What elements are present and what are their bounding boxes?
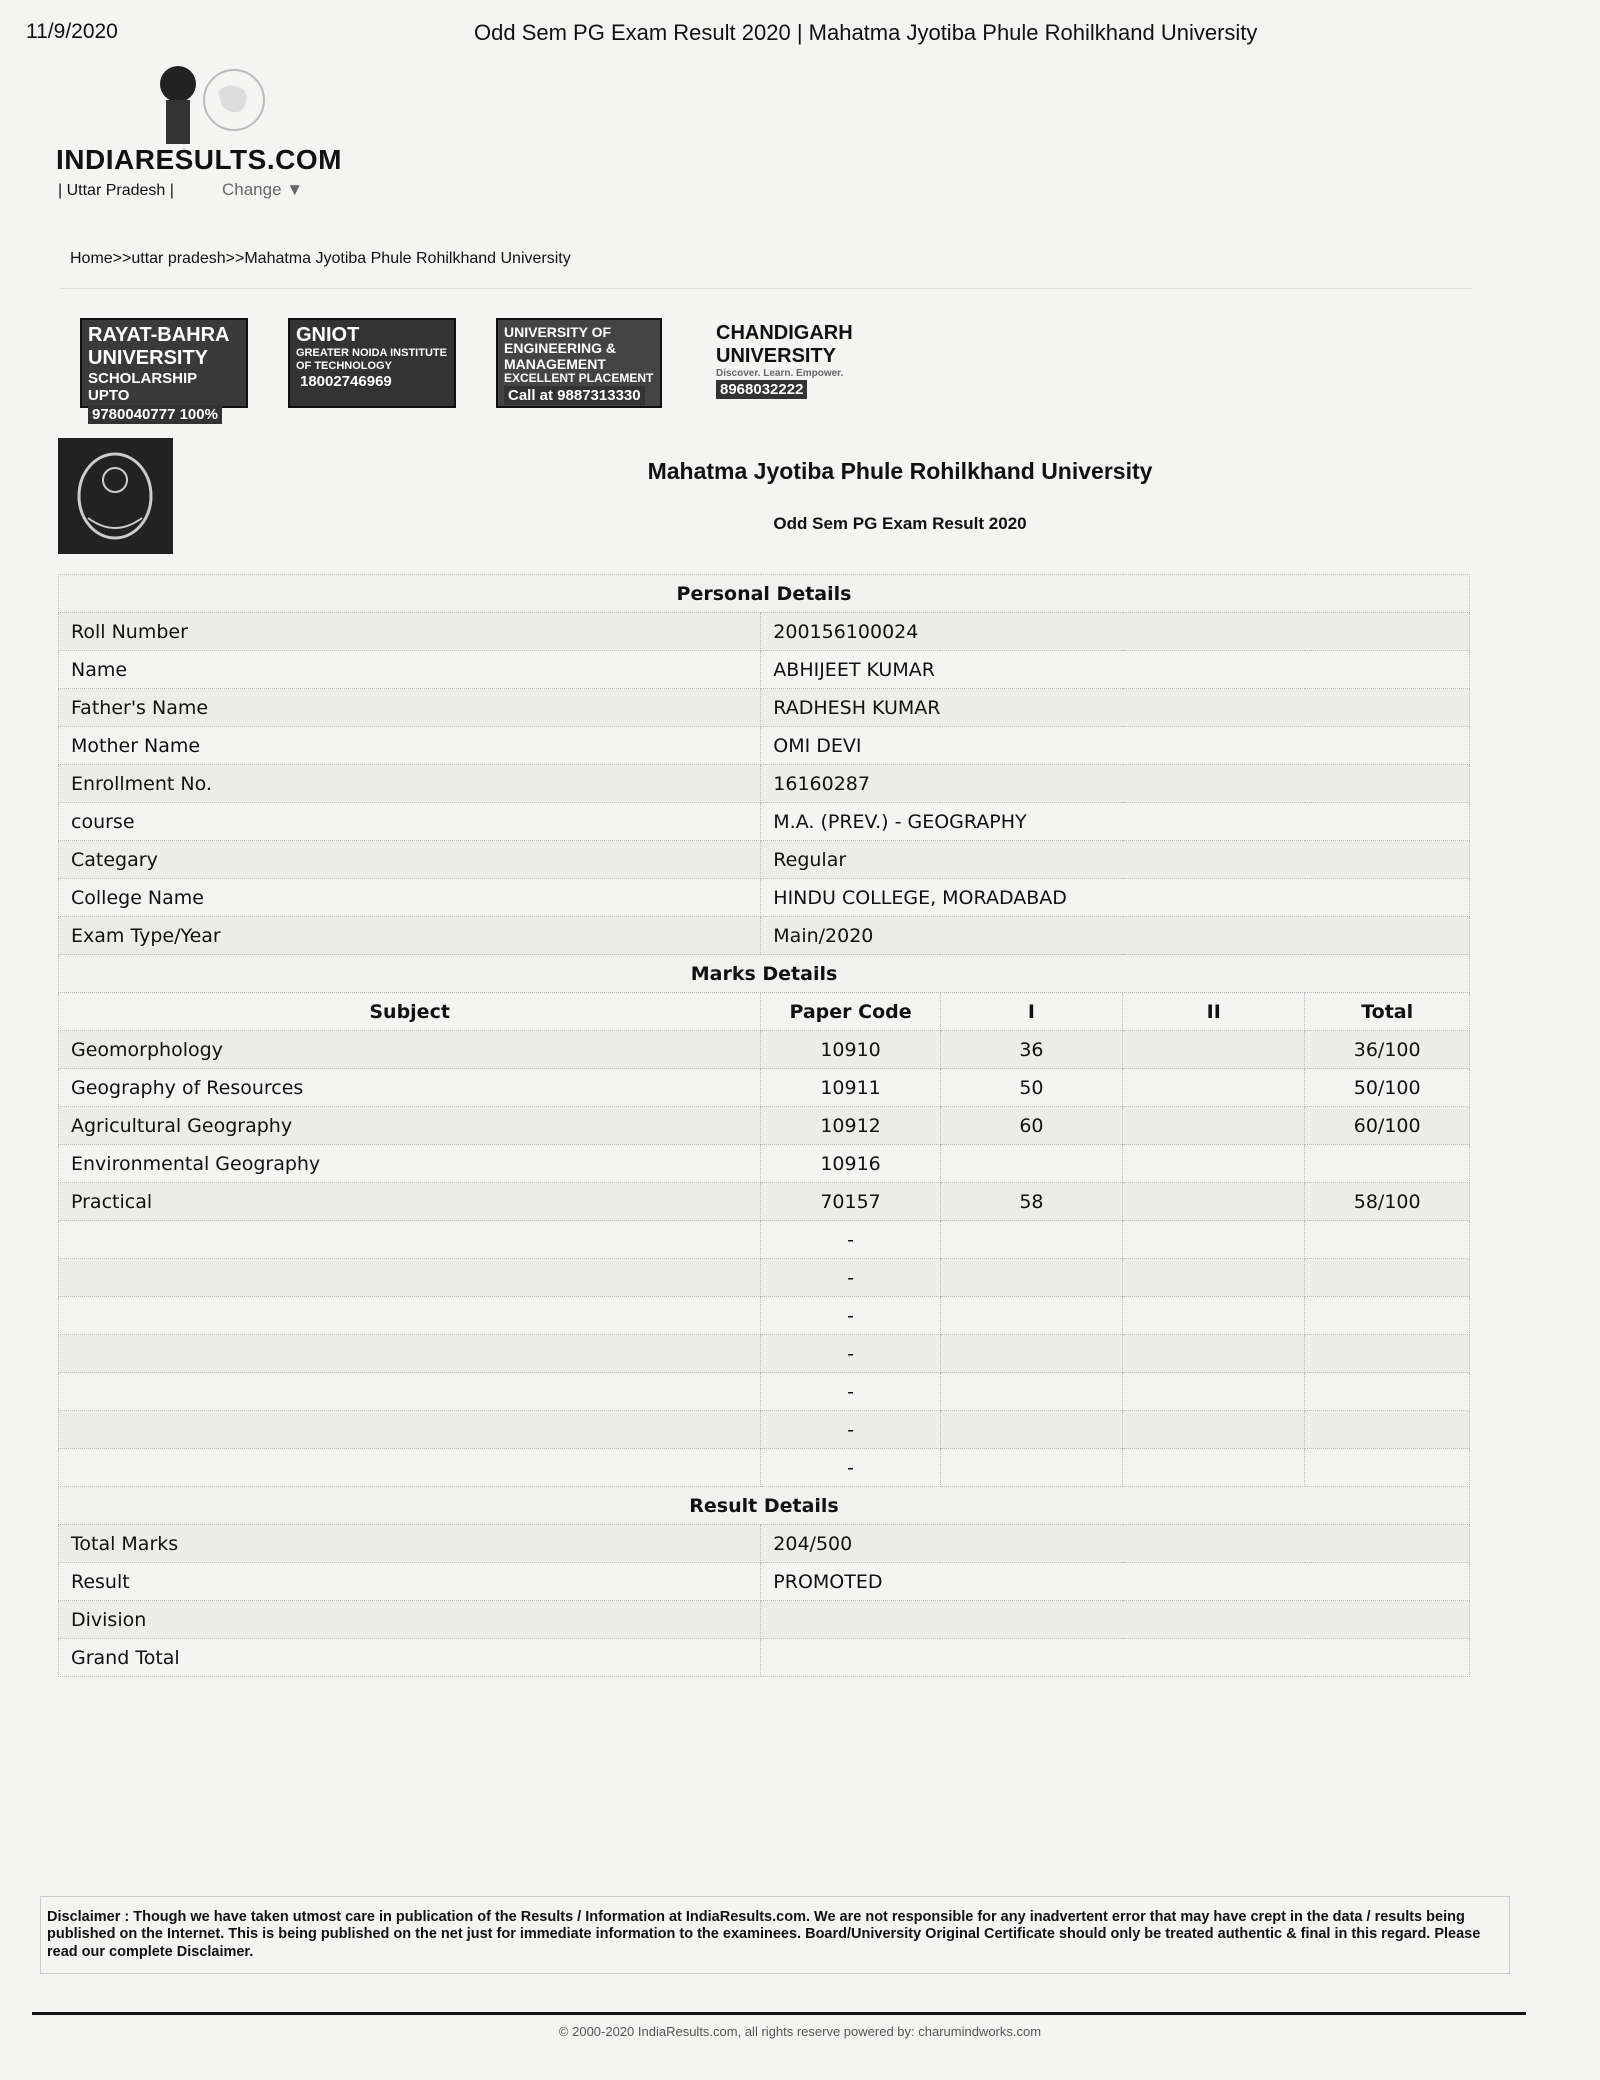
result-label: Division xyxy=(59,1601,761,1639)
ad-subtitle: SCHOLARSHIP UPTO xyxy=(88,370,197,405)
total-cell: 58/100 xyxy=(1305,1183,1470,1221)
col-paper-code: Paper Code xyxy=(761,993,941,1031)
marks-row xyxy=(59,1449,1470,1487)
subject-cell xyxy=(59,1221,761,1259)
paper-code-cell: - xyxy=(761,1221,941,1259)
col-total: Total xyxy=(1305,993,1470,1031)
university-seal-icon xyxy=(58,438,173,554)
ad-subtitle: GREATER NOIDA INSTITUTE OF TECHNOLOGY xyxy=(296,347,447,372)
ad-title: CHANDIGARH UNIVERSITY xyxy=(716,322,853,367)
subject-cell xyxy=(59,1373,761,1411)
marks-row xyxy=(59,1259,1470,1297)
marks-row xyxy=(59,1297,1470,1335)
paper-code-cell: - xyxy=(761,1373,941,1411)
detail-row xyxy=(59,689,1470,727)
paper-code-cell: 10911 xyxy=(761,1069,941,1107)
ad-phone: 18002746969 xyxy=(296,372,396,391)
marks-ii-cell xyxy=(1123,1069,1305,1107)
detail-value: HINDU COLLEGE, MORADABAD xyxy=(761,879,1470,917)
col-ii: II xyxy=(1123,993,1305,1031)
total-cell xyxy=(1305,1373,1470,1411)
detail-row xyxy=(59,803,1470,841)
marks-i-cell xyxy=(940,1259,1122,1297)
ad-title: GNIOT xyxy=(296,324,360,346)
col-i: I xyxy=(940,993,1122,1031)
divider xyxy=(60,288,1472,289)
marks-i-cell xyxy=(940,1145,1122,1183)
marks-i-cell xyxy=(940,1373,1122,1411)
ad-subtitle: EXCELLENT PLACEMENT xyxy=(504,371,654,386)
detail-label: Name xyxy=(59,651,761,689)
marks-i-cell xyxy=(940,1411,1122,1449)
subject-cell xyxy=(59,1449,761,1487)
detail-value: Main/2020 xyxy=(761,917,1470,955)
result-value xyxy=(761,1601,1470,1639)
subject-cell: Geomorphology xyxy=(59,1031,761,1069)
result-row xyxy=(59,1639,1470,1677)
university-name: Mahatma Jyotiba Phule Rohilkhand University xyxy=(647,458,1153,484)
marks-ii-cell xyxy=(1123,1335,1305,1373)
subject-cell: Environmental Geography xyxy=(59,1145,761,1183)
marks-ii-cell xyxy=(1123,1221,1305,1259)
ad-banner-chandigarh[interactable] xyxy=(710,318,868,404)
marks-row xyxy=(59,1031,1470,1069)
result-value: PROMOTED xyxy=(761,1563,1470,1601)
result-label: Result xyxy=(59,1563,761,1601)
marks-row xyxy=(59,1145,1470,1183)
marks-ii-cell xyxy=(1123,1107,1305,1145)
marks-row xyxy=(59,1183,1470,1221)
ad-title: UNIVERSITY OF ENGINEERING & MANAGEMENT xyxy=(504,324,617,373)
total-cell xyxy=(1305,1449,1470,1487)
exam-title: Odd Sem PG Exam Result 2020 xyxy=(773,514,1027,533)
detail-value: OMI DEVI xyxy=(761,727,1470,765)
marks-i-cell: 50 xyxy=(940,1069,1122,1107)
subject-cell xyxy=(59,1411,761,1449)
marks-row xyxy=(59,1107,1470,1145)
site-logo[interactable] xyxy=(52,62,342,212)
marks-ii-cell xyxy=(1123,1259,1305,1297)
marks-i-cell xyxy=(940,1297,1122,1335)
change-state-link[interactable]: Change ▼ xyxy=(222,180,304,199)
marks-ii-cell xyxy=(1123,1373,1305,1411)
print-date: 11/9/2020 xyxy=(26,20,118,43)
marks-ii-cell xyxy=(1123,1183,1305,1221)
ad-title: RAYAT-BAHRA UNIVERSITY xyxy=(88,324,229,369)
marks-i-cell: 60 xyxy=(940,1107,1122,1145)
result-row xyxy=(59,1563,1470,1601)
marks-i-cell: 58 xyxy=(940,1183,1122,1221)
marks-ii-cell xyxy=(1123,1449,1305,1487)
marks-ii-cell xyxy=(1123,1297,1305,1335)
paper-code-cell: 10916 xyxy=(761,1145,941,1183)
detail-row xyxy=(59,727,1470,765)
breadcrumb[interactable]: Home>>uttar pradesh>>Mahatma Jyotiba Phule Rohilkhand University xyxy=(70,250,571,267)
result-value xyxy=(761,1639,1470,1677)
detail-label: course xyxy=(59,803,761,841)
ad-banner-gniot[interactable] xyxy=(288,318,456,408)
paper-code-cell: - xyxy=(761,1411,941,1449)
subject-cell: Geography of Resources xyxy=(59,1069,761,1107)
disclaimer: Disclaimer : Though we have taken utmost care in publication of the Results / Information at IndiaResults.com. We are not responsible for any inadvertent error that may have crept in the data / results being published on the Internet. This is being published on the net just for immediate information to the examinees. Board/University Original Certificate should only be treated authentic & final in this regard. Please read our complete Disclaimer. xyxy=(40,1896,1510,1974)
copyright: © 2000-2020 IndiaResults.com, all rights reserve powered by: charumindworks.com xyxy=(558,2024,1042,2039)
marks-row xyxy=(59,1335,1470,1373)
subject-cell: Practical xyxy=(59,1183,761,1221)
marks-ii-cell xyxy=(1123,1031,1305,1069)
total-cell xyxy=(1305,1335,1470,1373)
detail-row xyxy=(59,765,1470,803)
detail-label: College Name xyxy=(59,879,761,917)
detail-label: Enrollment No. xyxy=(59,765,761,803)
detail-label: Roll Number xyxy=(59,613,761,651)
result-label: Grand Total xyxy=(59,1639,761,1677)
detail-label: Mother Name xyxy=(59,727,761,765)
total-cell: 50/100 xyxy=(1305,1069,1470,1107)
detail-value: Regular xyxy=(761,841,1470,879)
result-value: 204/500 xyxy=(761,1525,1470,1563)
detail-row xyxy=(59,841,1470,879)
footer-divider xyxy=(32,2012,1526,2015)
result-details-heading: Result Details xyxy=(59,1487,1470,1525)
marks-row xyxy=(59,1221,1470,1259)
marks-i-cell: 36 xyxy=(940,1031,1122,1069)
ad-banner-rayat-bahra[interactable] xyxy=(80,318,248,423)
total-cell: 60/100 xyxy=(1305,1107,1470,1145)
subject-cell: Agricultural Geography xyxy=(59,1107,761,1145)
personal-details-heading: Personal Details xyxy=(59,575,1470,613)
paper-code-cell: - xyxy=(761,1297,941,1335)
detail-row xyxy=(59,613,1470,651)
detail-row xyxy=(59,879,1470,917)
detail-value: 16160287 xyxy=(761,765,1470,803)
result-table xyxy=(58,574,1470,1677)
col-subject: Subject xyxy=(59,993,761,1031)
state-label: | Uttar Pradesh | xyxy=(58,182,174,199)
result-label: Total Marks xyxy=(59,1525,761,1563)
detail-value: ABHIJEET KUMAR xyxy=(761,651,1470,689)
detail-value: M.A. (PREV.) - GEOGRAPHY xyxy=(761,803,1470,841)
subject-cell xyxy=(59,1259,761,1297)
marks-i-cell xyxy=(940,1449,1122,1487)
marks-ii-cell xyxy=(1123,1411,1305,1449)
detail-label: Exam Type/Year xyxy=(59,917,761,955)
ad-phone: 8968032222 xyxy=(716,380,807,399)
marks-i-cell xyxy=(940,1335,1122,1373)
ad-banner-uem[interactable] xyxy=(496,318,662,408)
detail-row xyxy=(59,917,1470,955)
ad-phone: Call at 9887313330 xyxy=(504,386,645,405)
print-page-title: Odd Sem PG Exam Result 2020 | Mahatma Jyotiba Phule Rohilkhand University xyxy=(474,20,1258,45)
marks-row xyxy=(59,1411,1470,1449)
subject-cell xyxy=(59,1297,761,1335)
total-cell xyxy=(1305,1411,1470,1449)
detail-value: 200156100024 xyxy=(761,613,1470,651)
paper-code-cell: - xyxy=(761,1335,941,1373)
subject-cell xyxy=(59,1335,761,1373)
result-row xyxy=(59,1601,1470,1639)
marks-row xyxy=(59,1069,1470,1107)
logo-figure-icon xyxy=(156,62,256,146)
total-cell xyxy=(1305,1221,1470,1259)
detail-label: Father's Name xyxy=(59,689,761,727)
paper-code-cell: 70157 xyxy=(761,1183,941,1221)
marks-details-heading: Marks Details xyxy=(59,955,1470,993)
detail-row xyxy=(59,651,1470,689)
total-cell xyxy=(1305,1297,1470,1335)
paper-code-cell: 10910 xyxy=(761,1031,941,1069)
paper-code-cell: 10912 xyxy=(761,1107,941,1145)
marks-header-row xyxy=(59,993,1470,1031)
detail-label: Categary xyxy=(59,841,761,879)
university-seal xyxy=(58,438,173,554)
site-logo-text: INDIARESULTS.COM xyxy=(56,144,342,175)
marks-ii-cell xyxy=(1123,1145,1305,1183)
total-cell xyxy=(1305,1145,1470,1183)
ad-phone: 9780040777 100% xyxy=(88,405,222,424)
paper-code-cell: - xyxy=(761,1449,941,1487)
marks-i-cell xyxy=(940,1221,1122,1259)
detail-value: RADHESH KUMAR xyxy=(761,689,1470,727)
total-cell: 36/100 xyxy=(1305,1031,1470,1069)
paper-code-cell: - xyxy=(761,1259,941,1297)
result-row xyxy=(59,1525,1470,1563)
ad-tagline: Discover. Learn. Empower. xyxy=(716,368,844,379)
marks-row xyxy=(59,1373,1470,1411)
total-cell xyxy=(1305,1259,1470,1297)
